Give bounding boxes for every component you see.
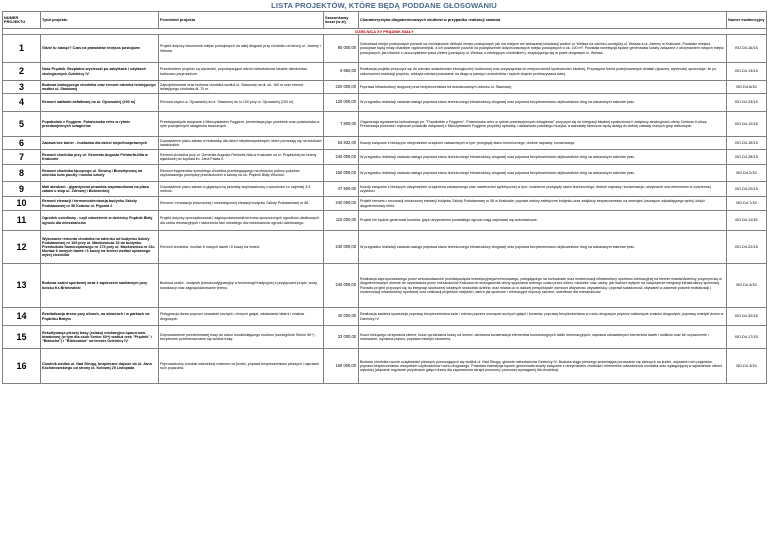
header-effects: Charakterystyka długoterminowych skutków w przypadku realizacji zadania	[359, 12, 727, 29]
project-description: Poprowadzony chodnik oddzielony rowerem od jezdni, poprawi bezpieczeństwo pieszych i usprawni ruch pojazdów.	[159, 349, 324, 384]
project-number: 3	[3, 81, 41, 94]
project-cost: 240 000,00	[324, 150, 359, 165]
project-number: 1	[3, 35, 41, 63]
table-row	[3, 94, 767, 112]
project-description: Przedsięwzięcie związane z Mieczysławem Foggiem, prezentacja jego piosenek oraz potańcówka w rytm powojennych szlagierów tanecznych.	[159, 112, 324, 137]
header-title: Tytuł projektu	[41, 12, 159, 29]
project-ev-number: BO.D4.32/15	[727, 308, 767, 326]
project-effects: Koszty związane z bieżącym utrzymaniem urządzenia zabawowego oraz nawierzchni syntetycznej w tym: codzienne przeglądy stanu technicznego; drobne naprawy; konserwacja; utrzymanie w/w elementów w codziennej czystości.	[359, 182, 727, 197]
project-description: Projekt dotyczy utworzenia miejsc postojowych na całej długości przy chodniku od strony ul. Jaremy i Weissa.	[159, 35, 324, 63]
project-ev-number: BO.D4.12/15	[727, 112, 767, 137]
project-description: Remont chodnika przy ul. Generała Augusta Fieldorfa-Nila w Krakowie od ul. Prądnickiej do bramy wjazdowej do szpitala im. Jana Pawła II.	[159, 150, 324, 165]
project-ev-number: BO.D4.7/15	[727, 197, 767, 211]
project-cost: 110 000,00	[324, 211, 359, 231]
project-cost: 240 000,00	[324, 197, 359, 211]
table-row	[3, 150, 767, 165]
project-cost: 7 800,00	[324, 112, 359, 137]
table-row	[3, 264, 767, 308]
project-cost: 240 000,00	[324, 231, 359, 264]
project-title: Mali abrobaci - gigantyczna piramida wspinaczkowa na placu zabaw u stóp ul. Zdrowej i Bobrzeckiej	[41, 182, 159, 197]
project-effects: W przypadku realizacji zadania nastąpi poprawa stanu technicznego infrastruktury drogowej oraz poprawa bezpieczeństwa użytkowników dróg na wskazanym zakresie prac.	[359, 94, 727, 112]
table-row	[3, 35, 767, 63]
table-row	[3, 182, 767, 197]
project-cost: 47 500,00	[324, 182, 359, 197]
project-cost: 9 850,00	[324, 63, 359, 81]
project-description: Zaprojektowanie oraz budowa chodnika wzdłuż ul. Stawowej na dł. ok. 160 m oraz remont istniejącego chodnika dł. 70 m.	[159, 81, 324, 94]
project-ev-number: BO.D4.22/15	[727, 231, 767, 264]
table-row	[3, 326, 767, 349]
header-row	[3, 12, 767, 29]
projects-table	[2, 11, 767, 384]
project-number: 13	[3, 264, 41, 308]
project-effects: Poprawa infrastruktury drogowej oraz bezpieczeństwa na wnioskowanym odcinku ul. Stawowej.	[359, 81, 727, 94]
project-description: Pielęgnacja drzew poprzez usuwanie suchych, chorych gałęzi, odsłanianie latarni i znaków drogowych.	[159, 308, 324, 326]
district-label: DZIELNICA XV PRĄDNIK BIAŁY	[3, 29, 767, 35]
project-number: 11	[3, 211, 41, 231]
project-title: Budowa szatni sportowej wraz z zapleczem sanitarnym przy boisku Ks Bronowicki	[41, 264, 159, 308]
project-ev-number: BO.D4.16/15	[727, 35, 767, 63]
project-ev-number: BO.D4.4/15	[727, 264, 767, 308]
project-title: Wykonanie remontu chodnika na odcinku od budynku Szkoły Podstawowej nr 109 przy ul. Mackiewicza 15 do budynku Przedszkola Samorządowego nr 175 przy ul. Mackiewicza nr 23c. Montaż 6 nowych ławek i 6 koszy na śmieci wzdłuż opisanego wyżej chodnika	[41, 231, 159, 264]
header-desc: Przedmiot projektu	[159, 12, 324, 29]
project-ev-number: BO.D4.28/15	[727, 150, 767, 165]
project-cost: 33 000,00	[324, 326, 359, 349]
project-effects: Budowa chodnika usunie uciążliwości pieszych poruszających się wzdłuż ul. Nad Strugą, głównie mieszkańców Dzielnicy IV. Budowa ciągu pieszego zmieniająca poruszanie się pieszych na jezdni, usprawni ruch pojazdów, poprawi bezpieczeństwo wszystkich użytkowników ruchu drogowego. Powstała inwestycja będzie generowała koszty związane z utrzymaniem chodnika i elementów odwodnienia chodnika oraz występującej w sąsiedztwie zieleni wysokiej (wiązanie regularne przycinanie gałęzi drzew dla zapewnienia skrajni poziomej i pionowej wymaganej dla chodnika).	[359, 349, 727, 384]
project-cost: 40 000,00	[324, 308, 359, 326]
project-number: 6	[3, 137, 41, 150]
project-ev-number: BO.D4.17/15	[727, 326, 767, 349]
project-effects: Realizacja projektu przyczyni się do wzrostu świadomości ekologicznej i kulturowej oraz przywiązania do miejsca wśród społeczności lokalnej. Przystępna forma podejmowanych działań (spacery, wycieczki) spowoduje, że po zakończeniu realizacji projektu, zdobyta wiedza pozostanie na długo w pamięci uczestników i będzie chętnie przekazywana dalej.	[359, 63, 727, 81]
project-cost: 120 000,00	[324, 94, 359, 112]
header-ev: Numer ewidencyjny	[727, 12, 767, 29]
project-number: 7	[3, 150, 41, 165]
project-number: 2	[3, 63, 41, 81]
project-number: 16	[3, 349, 41, 384]
project-title: Chodnik wzdłuż ul. Nad Strugą, bezpieczne dojście do ul. Jana Kochanowskiego od strony ul. Kołowej 29 Listopada	[41, 349, 159, 384]
project-effects: Dobudowa miejsc postojowych pozwoli na zmniejszenie deficytu miejsc postojowych jak ma miejsce we wskazanej lokalizacji wzdłuż ul. Weissa na odcinku pomiędzy ul. Weissa a ul. Jaremy w Krakowie. Powstało miejsca postojowe będą miały charakter ogólnomiejski, a ich powstanie pozwoli na powiększenie dotychczasowych miejsc postojowych o ok. 100 m². Powstała inwestycja będzie generowała koszty związane z utrzymaniem nowych miejsc postojowych, jak również z uszczuplaniem pasa zieleni (pomiędzy ul. Weissa, a istniejącym chodnikiem), znajdującego się w pasie drogowym ul. Weissa.	[359, 35, 727, 63]
project-effects: Projekt nie będzie generował kosztów, gdyż utrzymaniem powstałego ogrodu mają zajmować się wolontariusze.	[359, 211, 727, 231]
project-title: Remont chodnika przy ul. Generała Augusta Fieldorfa-Nila w Krakowie	[41, 150, 159, 165]
project-description: Doposażenie placu zabaw w huśtawkę dla dzieci niepełnosprawnych, które poruszają się na wózkach inwalidzkich.	[159, 137, 324, 150]
table-row	[3, 81, 767, 94]
table-row	[3, 349, 767, 384]
project-cost: 240 000,00	[324, 264, 359, 308]
header-nr: NUMER PROJEKTU	[3, 12, 41, 29]
project-effects: Koszty związane z bieżącym utrzymaniem urządzeń zabawowych w tym: przeglądy stanu technicznego, drobne naprawy, konserwacja.	[359, 137, 727, 150]
project-ev-number: BO.D4.6/15	[727, 81, 767, 94]
project-cost: 63 832,00	[324, 137, 359, 150]
project-title: Remont chodnika łączącego ul. Siewną i Bursztynową na odcinku koło poczty i boiska szkoły	[41, 165, 159, 182]
table-row	[3, 165, 767, 182]
project-number: 9	[3, 182, 41, 197]
project-effects: Projekt remontu i renowacji zniszczonej elewacji budynku Szkoły Podstawowej nr 58 w Krakowie; poprawi walory estetyczne budynku oraz zwiększy bezpieczeństwo na zewnątrz (usunięcie odpadającego tynku) dzięki długoterminowy efekt.	[359, 197, 727, 211]
project-number: 12	[3, 231, 41, 264]
project-effects: Realizacja zadania spowoduje poprawę bezpieczeństwa ludzi i mienia poprzez usunięcie suchych gałęzi i konarów; poprawę bezpieczeństwa w ruchu drogowym poprzez odsłonięcie znaków drogowych; poprawę estetyki drzew w Dzielnicy IV.	[359, 308, 727, 326]
project-number: 15	[3, 326, 41, 349]
project-effects: Realizacja zaproponowanego przez wnioskodawców przedsięwzięcia inwestycyjnego/remontowego, polegającego na rozbudowie oraz modernizacji infrastruktury sportowo-rekreacyjnej na terenie miasta/dzielnicy przyczyni się w długoterminowym okresie do uzyskiwania przez mieszkańców Krakowa do wzbogacenia oferty spędzania wolnego czasu przez dzieci, młodzież oraz osoby, jak również wpłynie na zwiększenie integracji infrastruktury sportowej. Ponadto projekt przyczyni się do integracji społecznej lokalnych środowisk dzielnic oraz miasta co w dalszej perspektywie wzmocni aktywność obywatelską i poprawi świadomość obywateli w zakresie potrzeb rewitalizacji i modernizacji infrastruktury sportowej oraz realizacji projektów miejskich, takich jak sportowe i rekreacyjne imprezy szkolne, osiedlowe dla mieszkańców.	[359, 264, 727, 308]
project-effects: Koszt bieżącego utrzymania zieleni; koszt opróżniania koszy na śmieci; okresowa konserwacja elementów konstrukcyjnych tablic informacyjnych; naprawa odnawialnych elementów ławek i stolików oraz ich czyszczenie i malowanie; wymiana piasku; poprawa estetyki otoczenia.	[359, 326, 727, 349]
project-cost: 220 000,00	[324, 81, 359, 94]
project-effects: W przypadku realizacji zadania nastąpi poprawa stanu technicznego infrastruktury drogowej oraz poprawa bezpieczeństwa użytkowników dróg na wskazanym zakresie prac.	[359, 150, 727, 165]
table-row	[3, 137, 767, 150]
table-row	[3, 308, 767, 326]
project-title: Remont nakładki asfaltowej na ul. Ojcowskiej (200 m)	[41, 94, 159, 112]
project-title: Budowa brakującego chodnika oraz remont odcinka istniejącego wzdłuż ul. Stawowej	[41, 81, 159, 94]
project-description: Remont części ul. Ojcowskiej od ul. Stawowej do nr 100 przy ul. Ojcowskiej (200 m).	[159, 94, 324, 112]
spreadsheet	[2, 1, 766, 384]
project-number: 8	[3, 165, 41, 182]
project-title: Nasz Prądnik. Bezpłatne wycieczki po zabytkach i użytkach ekologicznych Dzielnicy IV	[41, 63, 159, 81]
project-description: Doprowadzenie przedmiotowej trasy do stanu umożliwiającego osobom (szczególnie Senior 60+) bezpieczne przemieszczanie się wzdłuż trasy.	[159, 326, 324, 349]
project-title: Popołudnie z Foggiem. Potańcówka retro w rytmie przedwojennych szlagierów	[41, 112, 159, 137]
project-description: Remont chodnika, montaż 6 nowych ławek i 6 koszy na śmieci.	[159, 231, 324, 264]
project-effects: W przypadku realizacji zadania nastąpi poprawa stanu technicznego infrastruktury drogowej oraz poprawa bezpieczeństwa użytkowników dróg na wskazanym zakresie prac.	[359, 231, 727, 264]
project-description: Remont fragmentów szerokiego chodnika przebiegającego na kierunku północ-południe, usytuowanego pomiędzy przedszkolem a szkołą na os. Prądnik Biały Wschód.	[159, 165, 324, 182]
table-row	[3, 197, 767, 211]
project-cost: 160 000,00	[324, 349, 359, 384]
header-cost: Szacunkowy koszt (w zł)	[324, 12, 359, 29]
project-title: Zabawa bez barier - huśtawka dla dzieci niepełnosprawnych	[41, 137, 159, 150]
project-description: Budowa szatni - budynek jednokondygnacyjny w technologii tradycyjnej z przyłączami prądu, wody, kanalizacji oraz zagospodarowanie terenu.	[159, 264, 324, 308]
project-title: Remont elewacji i termomodernizacja budynku Szkoły Podstawowej nr 58 Kraków ul. Pigonia 2	[41, 197, 159, 211]
project-cost: 90 000.00	[324, 35, 359, 63]
project-description: Przedmiotem projektu są wycieczki, popularyzujące wśród mieszkańców lokalne dziedzictwo kulturowo-przyrodnicze.	[159, 63, 324, 81]
project-ev-number: BO.D4.23/15	[727, 94, 767, 112]
project-description: Projekt dotyczy uporządkowania i zagospodarowania terenów opuszczonych ogródków działkowych dla celów rekreacyjnych i stworzenia tam otwartego dla mieszkańców ogrodu osiedlowego.	[159, 211, 324, 231]
table-row	[3, 63, 767, 81]
project-title: Rekultywacja pieszej trasy (szlaku) edukacyjno-spacerowo-biwakowej (w tym dla osób Senior 60+) wzdłuż rzek "Prądnik" i "Białucha") i "Bibiczanka" na terenie Dzielnicy IV	[41, 326, 159, 349]
project-ev-number: BO.D4.2/15	[727, 165, 767, 182]
project-ev-number: BO.D4.15/15	[727, 137, 767, 150]
table-row	[3, 211, 767, 231]
project-number: 10	[3, 197, 41, 211]
project-effects: W przypadku realizacji zadania nastąpi poprawa stanu technicznego infrastruktury drogowej oraz poprawa bezpieczeństwa użytkowników dróg na wskazanym zakresie prac.	[359, 165, 727, 182]
table-row	[3, 231, 767, 264]
table-body	[3, 35, 767, 384]
project-title: Ogródek osiedlowy - czyli utworzenie w dzielnicy Prądnik Biały ogrodu dla mieszkańców	[41, 211, 159, 231]
page-title: LISTA PROJEKTÓW, KTÓRE BĘDĄ PODDANE GŁOSOWANIU	[271, 1, 497, 10]
project-ev-number: BO.D4.11/15	[727, 211, 767, 231]
table-row	[3, 112, 767, 137]
project-ev-number: BO.D4.13/15	[727, 63, 767, 81]
project-effects: Organizacja wydarzenia kulturalnego pn. "Popołudnie z Foggiem". Potańcówka retro w rytmie przedwojennych szlagierów" przyczyni się do integracji lokalnej społeczności i zwiększy atrakcyjność oferty Centrum Kultury. Prezentacja piosenek i wykonań postaciłki związanej z Mieczysławem Foggiem przybliży sylwetkę i działalność polskiego muzyka, a warsztaty taneczne będą okazją do dobrej zabawy różnych grup wiekowych.	[359, 112, 727, 137]
project-ev-number: BO.D4.20/15	[727, 182, 767, 197]
project-description: Remont i renowacja zniszczonej i nieestetycznej elewacji budynku Szkoły Podstawowej nr 58.	[159, 197, 324, 211]
project-number: 14	[3, 308, 41, 326]
project-cost: 150 000,00	[324, 165, 359, 182]
project-ev-number: BO.D4.3/15	[727, 349, 767, 384]
project-title: Rewitalizacja drzew przy ulicach, na skwerach i w parkach na Prądniku Białym	[41, 308, 159, 326]
project-title: Gdzie tu stanąć? Czas na prawdziwe miejsca postojowe	[41, 35, 159, 63]
project-description: Doposażenie placu zabaw w gigantyczną piramidę wspinaczkową o wysokości co najmniej 3-5 metrów.	[159, 182, 324, 197]
project-number: 5	[3, 112, 41, 137]
project-number: 4	[3, 94, 41, 112]
